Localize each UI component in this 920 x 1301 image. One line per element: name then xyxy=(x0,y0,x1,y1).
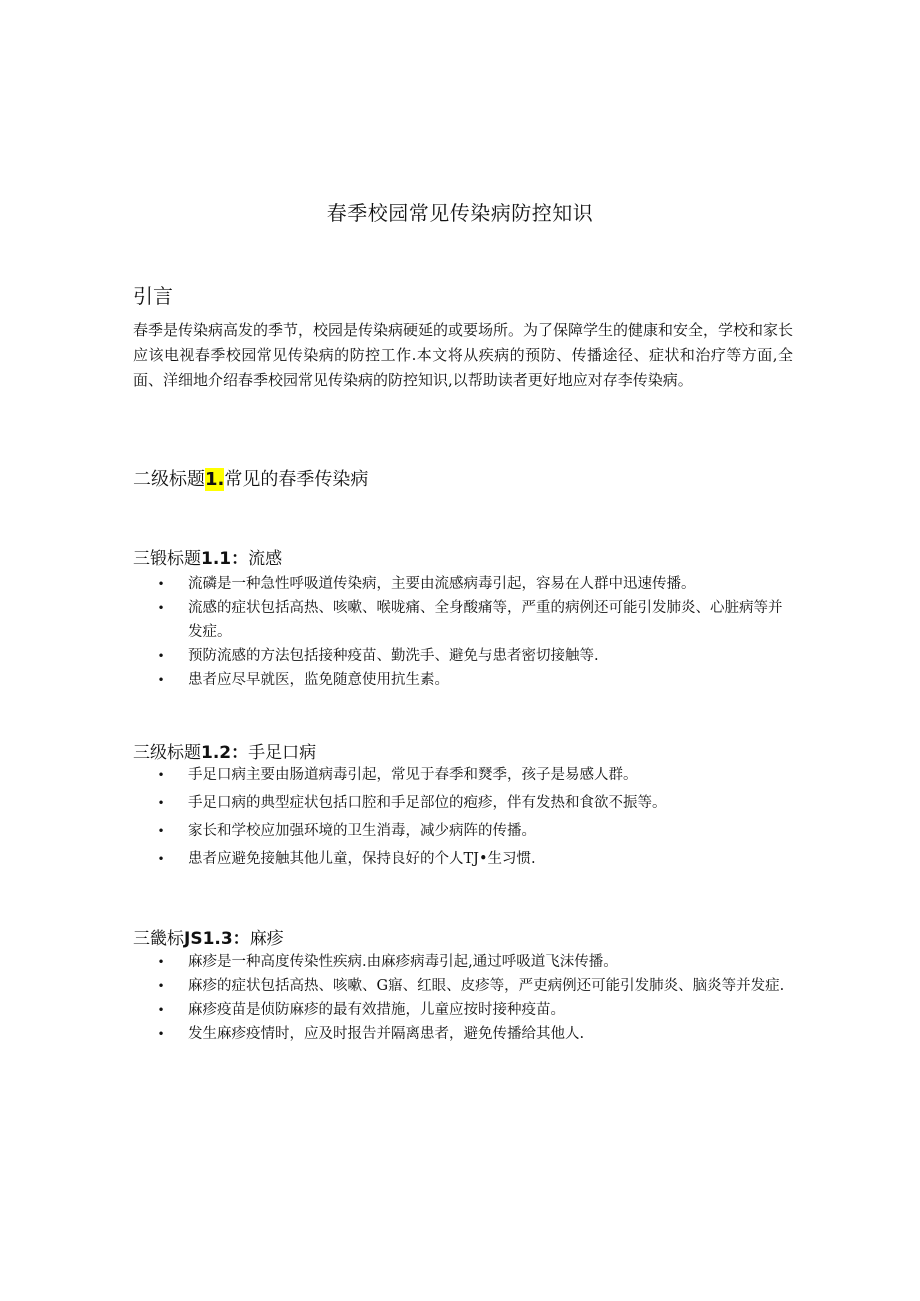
intro-paragraph: 春季是传染病高发的季节，校园是传染病硬延的或要场所。为了保障学生的健康和安全，学校和家长应该电视春季校园常见传染病的防控工作.本文将从疾病的预防、传播途径、症状和治疗等方面,全面、洋细地介绍春季校园常见传染病的防控知识,以帮助读者更好地应对存李传染病。 xyxy=(133,321,794,389)
bullet-icon: • xyxy=(157,673,165,687)
intro-heading: 引言 xyxy=(133,284,173,308)
bullet-icon: • xyxy=(157,1003,165,1017)
list-item xyxy=(156,791,796,815)
list-item xyxy=(156,819,796,843)
bullet-icon: • xyxy=(157,979,165,993)
bullet-icon: • xyxy=(157,852,165,866)
subsection-number: 1.2： xyxy=(201,743,249,763)
flu-list xyxy=(156,572,796,692)
document-title: 春季校园常见传染病防控知识 xyxy=(326,201,594,225)
bullet-icon: • xyxy=(157,955,165,969)
bullet-icon: • xyxy=(157,1027,165,1041)
list-item xyxy=(156,1022,796,1046)
subsection-prefix: 三级标题 xyxy=(133,743,201,763)
list-item xyxy=(156,763,796,787)
list-item xyxy=(156,596,796,644)
list-item-text: 麻疹疫苗是侦防麻疹的最有效措施，儿童应按时接种疫苗。 xyxy=(188,1002,565,1018)
subsection-heading-measles xyxy=(133,924,284,949)
section-heading-prefix: 二级标题 xyxy=(133,469,205,490)
bullet-icon: • xyxy=(157,649,165,663)
list-item xyxy=(156,572,796,596)
bullet-icon: • xyxy=(157,577,165,591)
list-item xyxy=(156,644,796,668)
list-item xyxy=(156,950,796,974)
section-number-highlight: 1. xyxy=(205,469,225,490)
list-item-text: 患者应尽早就医，监免随意使用抗生素。 xyxy=(188,672,449,688)
list-item xyxy=(156,998,796,1022)
subsection-title: 流感 xyxy=(248,549,283,569)
list-item-text: 麻疹的症状包括高热、咳嗽、G寤、红眼、皮疹等，严吏病例还可能引发肺炎、脑炎等并发症. xyxy=(188,978,785,994)
section-heading-1 xyxy=(133,465,368,491)
list-item-text: 患者应避免接触其他儿童，保持良好的个人TJ•生习惯. xyxy=(188,851,536,867)
list-item xyxy=(156,847,796,871)
subsection-heading-flu xyxy=(133,544,282,569)
list-item-text: 家长和学校应加强环境的卫生消毒，减少病阵的传播。 xyxy=(188,823,536,839)
list-item xyxy=(156,668,796,692)
subsection-number: JS1.3： xyxy=(184,929,250,949)
list-item-text: 预防流感的方法包括接种疫苗、勤洗手、避免与患者密切接触等. xyxy=(188,648,599,664)
section-heading-title: 常见的春季传染病 xyxy=(224,469,369,490)
list-item-text: 流磷是一种急性呼吸道传染病，主要由流感病毒引起，容易在人群中迅速传播。 xyxy=(188,576,696,592)
bullet-icon: • xyxy=(157,768,165,782)
list-item-text: 发生麻疹疫情时，应及时报告并隔离患者，避免传播给其他人. xyxy=(188,1026,585,1042)
bullet-icon: • xyxy=(157,824,165,838)
subsection-heading-hfmd xyxy=(133,738,316,763)
subsection-prefix: 三畿标 xyxy=(133,929,184,949)
bullet-icon: • xyxy=(157,796,165,810)
hfmd-list xyxy=(156,763,796,875)
bullet-icon: • xyxy=(157,601,165,615)
measles-list xyxy=(156,950,796,1046)
subsection-title: 手足口病 xyxy=(248,743,317,763)
list-item xyxy=(156,974,796,998)
subsection-number: 1.1： xyxy=(201,549,249,569)
list-item-text: 手足口病的典型症状包括口腔和手足部位的疱疹，伴有发热和食欲不振等。 xyxy=(188,795,667,811)
subsection-prefix: 三锻标题 xyxy=(133,549,201,569)
list-item-text: 手足口病主要由肠道病毒引起，常见于春季和燹季，孩子是易感人群。 xyxy=(188,767,638,783)
subsection-title: 麻疹 xyxy=(249,929,284,949)
list-item-text: 流感的症状包括高热、咳嗽、喉咙痛、全身酸痛等，严重的病例还可能引发肺炎、心脏病等并发症。 xyxy=(188,600,783,640)
list-item-text: 麻疹是一种高度传染性疾病.由麻疹病毒引起,通过呼吸道飞沫传播。 xyxy=(188,954,618,970)
